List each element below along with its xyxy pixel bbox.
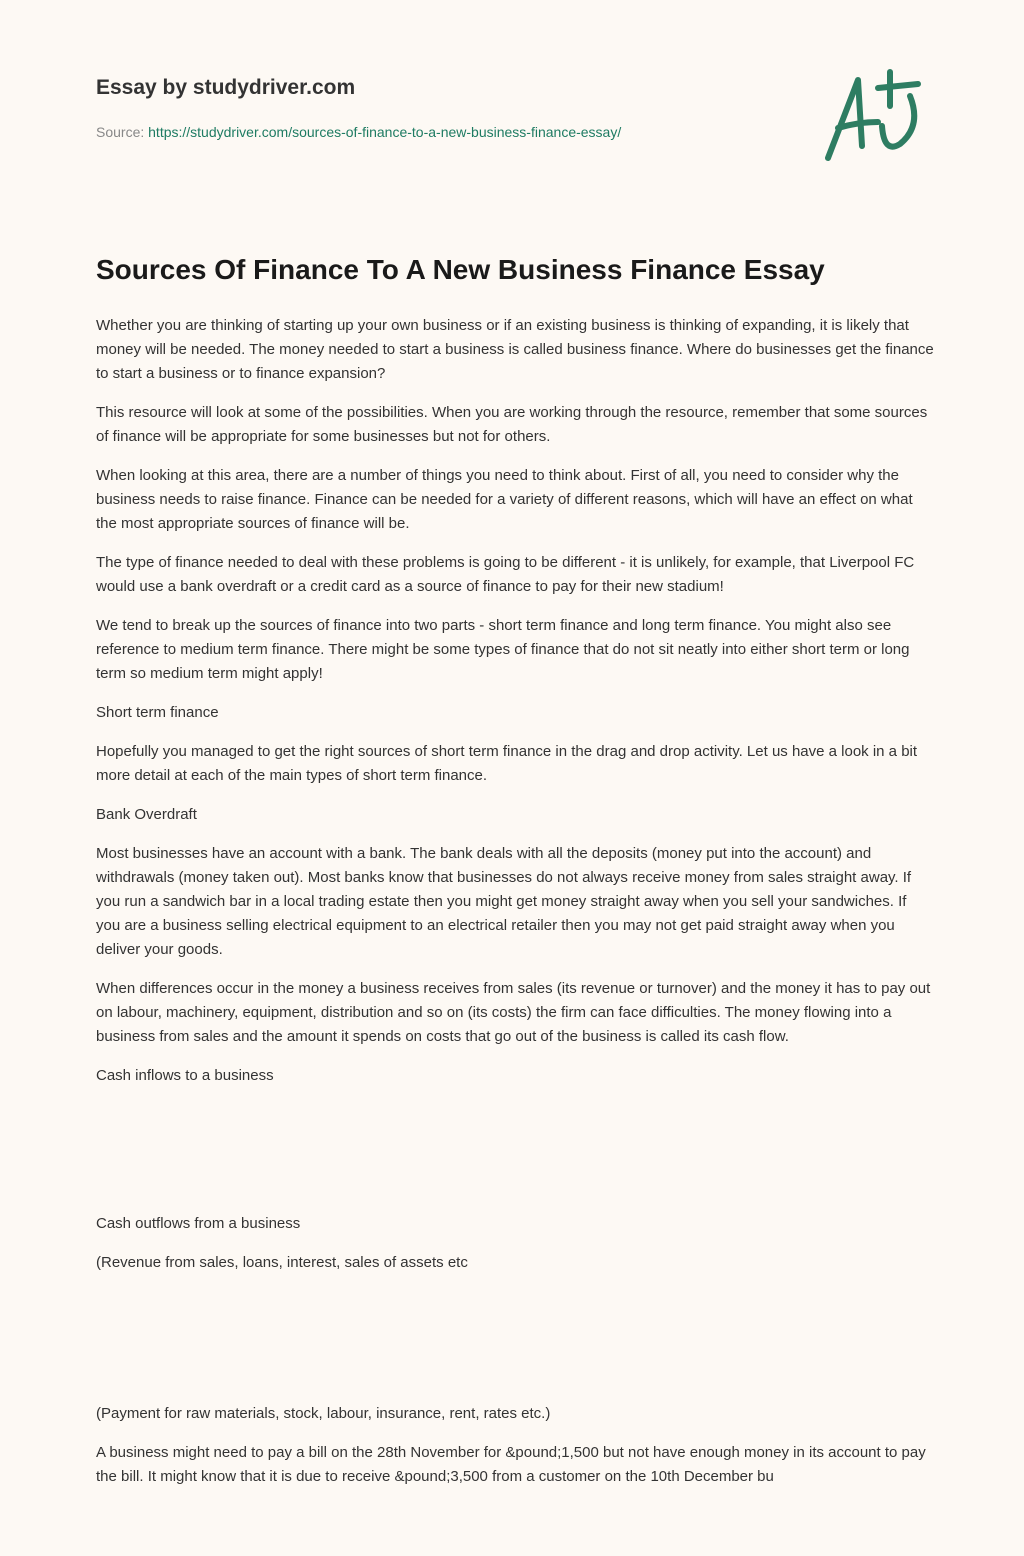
- a-plus-logo-icon: [818, 66, 930, 166]
- paragraph: The type of finance needed to deal with these problems is going to be different - it is unlikely, for example, that Liverpool FC would use a bank overdraft or a credit card as a source of finance to pay for their new stadium!: [96, 554, 915, 595]
- page-title: Sources Of Finance To A New Business Finance Essay: [96, 254, 825, 285]
- paragraph: Hopefully you managed to get the right sources of short term finance in the drag and drop activity. Let us have a look in a bit more detail at each of the main types of short term finance.: [96, 743, 918, 784]
- paragraph: Cash inflows to a business: [96, 1067, 274, 1084]
- source-link[interactable]: https://studydriver.com/sources-of-finance-to-a-new-business-finance-essay/: [148, 124, 622, 140]
- paragraph: Most businesses have an account with a bank. The bank deals with all the deposits (money put into the account) and withdrawals (money taken out). Most banks know that businesses do not always receive money from sales straight away. If you run a sandwich bar in a local trading estate then you might get money straight away when you sell your sandwiches. If you are a business selling electrical equipment to an electrical retailer then you may not get paid straight away when you deliver your goods.: [96, 845, 912, 958]
- paragraph: This resource will look at some of the possibilities. When you are working through the resource, remember that some sources of finance will be appropriate for some businesses but not for others.: [96, 404, 928, 445]
- paragraph: Cash outflows from a business: [96, 1215, 301, 1232]
- source-line: [96, 124, 621, 140]
- paragraph: We tend to break up the sources of finance into two parts - short term finance and long term finance. You might also see reference to medium term finance. There might be some types of finance that do not sit neatly into either short term or long term so medium term might apply!: [96, 617, 910, 682]
- section-heading: Short term finance: [96, 704, 219, 721]
- essay-body: [96, 314, 934, 1504]
- site-brand: Essay by studydriver.com: [96, 76, 356, 99]
- paragraph: A business might need to pay a bill on the 28th November for &pound;1,500 but not have enough money in its account to pay the bill. It might know that it is due to receive &pound;3,500 from a customer on the 10th December bu: [96, 1444, 926, 1485]
- paragraph: Whether you are thinking of starting up your own business or if an existing business is thinking of expanding, it is likely that money will be needed. The money needed to start a business is called business finance. Where do businesses get the finance to start a business or to finance expansion?: [96, 317, 934, 382]
- source-label: Source:: [96, 124, 145, 140]
- paragraph: When looking at this area, there are a number of things you need to think about. First of all, you need to consider why the business needs to raise finance. Finance can be needed for a variety of different reasons, which will have an effect on what the most appropriate sources of finance will be.: [96, 467, 913, 532]
- paragraph: When differences occur in the money a business receives from sales (its revenue or turnover) and the money it has to pay out on labour, machinery, equipment, distribution and so on (its costs) the firm can face difficulties. The money flowing into a business from sales and the amount it spends on costs that go out of the business is called its cash flow.: [96, 980, 931, 1045]
- section-heading: Bank Overdraft: [96, 806, 197, 823]
- paragraph: (Payment for raw materials, stock, labour, insurance, rent, rates etc.): [96, 1405, 551, 1422]
- paragraph: (Revenue from sales, loans, interest, sales of assets etc: [96, 1254, 468, 1271]
